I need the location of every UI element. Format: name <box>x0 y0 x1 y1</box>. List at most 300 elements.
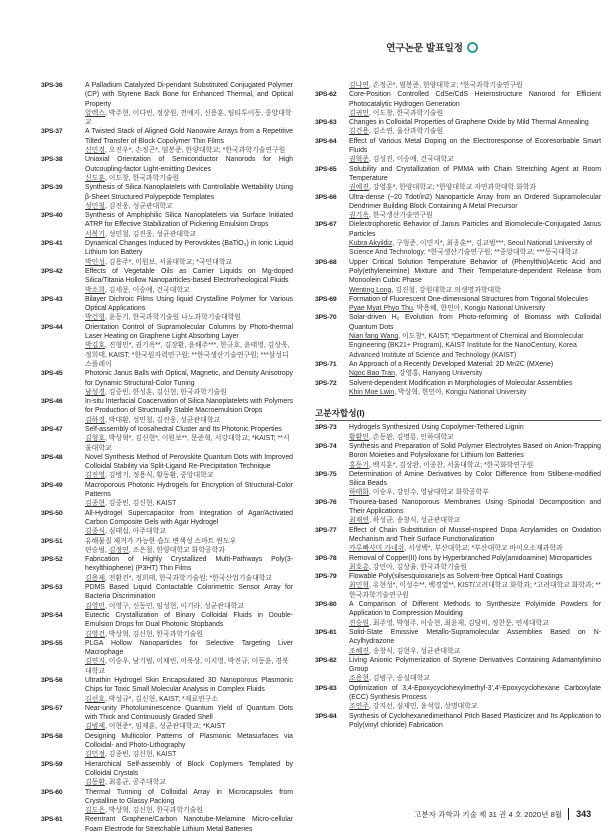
entry-code: 3PS-41 <box>41 240 63 248</box>
program-entry <box>41 481 293 509</box>
program-entry <box>41 267 293 295</box>
presenter: 김하경 <box>85 416 105 424</box>
entry-code: 3PS-54 <box>41 611 63 619</box>
program-entry <box>41 295 293 323</box>
program-entry <box>41 704 293 732</box>
entry-code: 3PS-46 <box>41 398 63 406</box>
entry-title: Uniaxial Orientation of Semiconductor Nanorods for High Outcoupling-factor Light-emitting Devices <box>85 156 293 173</box>
entry-code: 3PS-73 <box>315 424 337 432</box>
presenter: Nian fang Wang <box>349 333 399 341</box>
entry-title: Bilayer Dichroic Films Using liquid Crystalline Polymer for Various Optical Applications <box>85 295 293 313</box>
entry-title: Effect of Chain Substitution of Mussel-inspired Dopa Acrylamides on Oxidation Mechanism and Their Surface Functionalization <box>349 526 601 543</box>
program-entry <box>315 193 601 221</box>
entry-authors <box>85 657 293 676</box>
entry-title: Optimization of 3,4-Epoxycyclohexylmethyl-3',4'-Epoxycyclohexane Carboxylate (ECC) Synthesis Process <box>349 684 601 701</box>
presenter: 신도훈 <box>85 174 105 182</box>
entry-title: PLGA Hollow Nanoparticles for Selective Targeting Liver Macrophage <box>85 639 293 657</box>
program-entry <box>315 220 601 257</box>
program-entry <box>315 165 601 193</box>
authors: , 박상혁*, 김신현*, 이원보**, 문준혁, 서강대학교; *KAIST; **서울대학교 <box>85 435 290 452</box>
entry-authors <box>349 155 601 164</box>
program-entry <box>41 127 293 155</box>
program-entry <box>41 611 293 639</box>
authors: , 윤동기, 한국과학기술원 나노과학기술대학원 <box>104 314 242 322</box>
entry-title: Effects of Vegetable Oils as Carrier Liquids on Mg-doped Silica/Titania Hollow Nanoparticles-based Electrorheological Fluids <box>85 267 293 285</box>
presenter: Wenting Long <box>349 286 392 294</box>
program-entry <box>315 423 601 442</box>
authors: , 김소연, 울산과학기술원 <box>368 128 444 136</box>
program-entry <box>41 323 293 369</box>
entry-code: 3PS-63 <box>315 119 337 127</box>
presenter: 김영민 <box>85 602 105 610</box>
program-entry <box>315 572 601 600</box>
entry-code: 3PS-38 <box>41 156 63 164</box>
presenter: 김용제 <box>85 574 105 582</box>
entry-title: Synthesis and Preparation of Solid Polymer Electrolytes Based on Anion-Trapping Boron Moieties and Polysiloxane for Lithium Ion Batteries <box>349 442 601 460</box>
entry-authors <box>349 127 601 136</box>
entry-authors <box>349 332 601 360</box>
authors: , 박성규*, 김신현, KAIST; *재료연구소 <box>104 695 219 703</box>
presenter: 김선호 <box>85 695 105 703</box>
entry-code: 3PS-75 <box>315 470 337 478</box>
presenter: 서복기 <box>85 230 105 238</box>
entry-title: In-situ Interfacial Coacervation of Silica Nanoplatelets with Polymers for Production of Structrually Stable Macroemulsion Drops <box>85 398 293 415</box>
entry-authors <box>349 211 601 220</box>
section-heading: 고분자합성(I) <box>315 409 601 421</box>
authors: , 하성균, 송창식, 성균관대학교 <box>368 517 461 525</box>
entry-title: 유해물질 제거가 가능한 습도 변색성 스마트 윈도우 <box>85 537 237 545</box>
presenter: 김형호 <box>85 435 105 443</box>
entry-code: 3PS-59 <box>41 760 63 768</box>
entry-code: 3PS-69 <box>315 295 337 303</box>
presenter: 하태화 <box>349 489 369 497</box>
presenter: 카루빠사미 가네쉬 <box>349 545 405 553</box>
right-column <box>315 81 601 730</box>
entry-authors <box>349 563 601 572</box>
program-entry <box>315 295 601 314</box>
entry-authors <box>85 574 293 583</box>
entry-title: Hydrogels Synthesized Using Copolymer-Tethered Lignin <box>349 424 524 432</box>
entry-code: 3PS-77 <box>315 526 337 534</box>
program-entry <box>41 155 293 183</box>
page-number: 343 <box>576 809 592 819</box>
entry-authors <box>349 304 601 313</box>
presenter: 권예진 <box>349 184 369 192</box>
entry-authors <box>85 388 293 397</box>
program-entry <box>315 554 601 573</box>
authors: , 이도창, 한국과학기술원 <box>368 109 444 117</box>
entry-code: 3PS-64 <box>315 137 337 145</box>
presenter: 김정연 <box>108 546 129 554</box>
program-entry <box>41 211 293 239</box>
program-entry <box>315 628 601 656</box>
presenter: 김영건 <box>85 630 105 638</box>
authors: , 서성백*, 부산대학교; *부산대학교 바이오소재과학과 <box>404 545 563 553</box>
entry-code: 3PS-84 <box>315 712 337 720</box>
presenter: 김도은 <box>85 807 105 815</box>
program-entry <box>315 137 601 165</box>
entry-title: Removal of Copper(II) Ions by Hyperbranched Poly(amidoamine) Microparticles <box>349 554 592 562</box>
authors: , 박상혁, 김신현, 한국과학기술원 <box>104 807 203 815</box>
entry-code: 3PS-57 <box>41 704 63 712</box>
authors: , 이승우, 강인수, 영남대학교 화학공학부 <box>368 489 489 497</box>
entry-title: Dielectrophoretic Behavior of Janus Particles and Biomolecule-Conjugated Janus Particles <box>349 221 601 238</box>
entry-title: Flowable Poly(silsesquioxane)s as Solvent-free Optical Hard Coatings <box>349 573 563 581</box>
program-entry <box>315 656 601 684</box>
entry-title: Thermal Tunning of Colloidal Array in Microcapsules from Crystalline to Glassy Packing <box>85 788 293 805</box>
presenter: 김종현 <box>85 500 105 508</box>
authors: , 진형민*, 권기옥**, 김장환, 윤해주***, 한규호, 윤태영, 김상욱, 정희태, KAIST; *한국원자력연구원; **한국생산기술연구원; ***삼성디스플레이 <box>85 342 290 368</box>
entry-authors <box>349 702 601 711</box>
presenter: 최민혁 <box>349 582 369 590</box>
program-entry <box>41 183 293 211</box>
entry-code: 3PS-76 <box>315 498 337 506</box>
presenter: 권혁준 <box>349 156 369 164</box>
entry-code: 3PS-60 <box>41 788 63 796</box>
entry-title: Photonic Janus Balls with Optical, Magnetic, and Density Anisotropy for Dynamic Structural-Color Tuning <box>85 370 293 387</box>
program-entry <box>315 712 601 731</box>
entry-authors <box>349 183 601 192</box>
entry-code: 3PS-67 <box>315 221 337 229</box>
entry-title: A Twisted Stack of Aligned Gold Nanowire Arrays from a Repetitive Tilted Transfer of Block Copolymer Thin Films <box>85 128 293 145</box>
entry-authors <box>85 499 293 508</box>
entry-authors <box>349 433 601 442</box>
entry-code: 3PS-71 <box>315 360 337 368</box>
entry-code: 3PS-72 <box>315 379 337 387</box>
entry-authors <box>349 488 601 497</box>
entry-authors <box>85 313 293 322</box>
authors: , 전환진*, 정희태, 한국과학기술원; *한국산업기술대학교 <box>104 574 273 582</box>
program-entry <box>41 760 293 788</box>
presenter: 김진영 <box>85 472 105 480</box>
entry-title: Living Anionic Polymerization of Styrene Derivatives Containing Adamantylimino Group <box>349 656 601 674</box>
entry-authors <box>85 778 293 787</box>
authors: , 김진웅, 성균관대학교 <box>104 202 173 210</box>
entry-code: 3PS-39 <box>41 184 63 192</box>
entry-authors <box>85 471 293 480</box>
program-entry <box>41 397 293 425</box>
authors: , 구형준, 이민지*, 최종훈**, 김교범***, Seoul National University of Science And Technology; *한국생산기술연구원; **중앙대학교; ***동국대학교 <box>349 240 593 257</box>
program-entry <box>41 239 293 267</box>
presenter: 남성경 <box>85 388 105 396</box>
entry-title: Effect of Various Metal Doping on the Electroresponse of Ecoresorbable Smart Fluids <box>349 137 601 155</box>
entry-code: 3PS-58 <box>41 732 63 740</box>
presenter: 김나연 <box>349 82 369 89</box>
entry-code: 3PS-52 <box>41 556 63 564</box>
entry-code: 3PS-50 <box>41 509 63 517</box>
entry-code: 3PS-62 <box>315 91 337 99</box>
program-entry <box>41 639 293 676</box>
program-entry <box>41 732 293 760</box>
presenter: Ngoc Bao Tran <box>349 370 395 378</box>
authors: , 이도창, 한국과학기술원 <box>104 174 180 182</box>
entry-code: 3PS-49 <box>41 481 63 489</box>
entry-title: Changes in Colloidal Properties of Graphene Oxide by Mild Thermal Annealing <box>349 119 589 127</box>
authors: , 박주현, 이다빈, 정상원, 전예지, 신용훈, 팀티투이동, 중앙대학교 <box>85 109 292 127</box>
entry-authors <box>85 602 293 611</box>
entry-code: 3PS-53 <box>41 584 63 592</box>
entry-code: 3PS-36 <box>41 82 63 89</box>
entry-code: 3PS-78 <box>315 554 337 562</box>
entry-authors <box>85 750 293 759</box>
program-entry <box>315 470 601 498</box>
entry-code: 3PS-44 <box>41 323 63 331</box>
program-entry <box>315 118 601 137</box>
entry-authors <box>349 388 601 397</box>
entry-code: 3PS-61 <box>41 816 63 824</box>
entry-authors <box>349 461 601 470</box>
program-entry <box>41 555 293 583</box>
entry-code: 3PS-74 <box>315 442 337 450</box>
entry-title: Solar-driven H₂ Evolution from Photo-reforming of Biomass with Colloidal Quantum Dots <box>349 314 601 331</box>
entry-code: 3PS-43 <box>41 295 63 303</box>
entry-authors <box>85 416 293 425</box>
entry-title: Macroporous Photonic Hydrogels for Encryption of Structural-Color Patterns <box>85 481 293 499</box>
authors: , 오진우*, 손정곤*, 염봉준, 한양대학교; *한국과학기술연구원 <box>104 147 286 155</box>
entry-code: 3PS-55 <box>41 639 63 647</box>
entry-title: Synthesis of Amphiphilic Silica Nanoplatelets via Surface Initiated ATRP for Effective Stabilization of Pickering Emulsion Drops <box>85 212 293 229</box>
authors: , 유현성*, 이성수**, 백경열**, KIST/고려대학교 화학과; *고려대학교 화학과; **한국과학기술연구원 <box>349 582 601 599</box>
program-entry <box>41 425 293 453</box>
authors: , 심태섭, 아주대학교 <box>104 528 166 536</box>
authors: , 김성진, 이승예, 건국대학교 <box>368 156 454 164</box>
entry-authors <box>85 146 293 155</box>
presenter: 김연지 <box>85 658 105 666</box>
entry-code: 3PS-48 <box>41 453 63 461</box>
program-entry <box>315 442 601 470</box>
program-entry <box>41 583 293 611</box>
entry-authors <box>85 630 293 639</box>
entry-authors <box>85 202 293 211</box>
entry-title: Core-Position Controlled CdSe/CdS Heterostructure Nanorod for Efficient Photocatalytic Hydrogen Generation <box>349 91 601 108</box>
authors: , 김세문, 이승예, 건국대학교 <box>104 286 190 294</box>
program-entry <box>315 684 601 712</box>
presenter: 진승원 <box>349 619 369 627</box>
page-header <box>386 40 478 54</box>
entry-authors <box>85 258 293 267</box>
presenter: 권기옥 <box>349 212 369 220</box>
entry-code: 3PS-37 <box>41 128 63 136</box>
authors: , 김용주*, 이원보, 서울대학교; *국민대학교 <box>104 258 233 266</box>
presenter: 홍동기 <box>349 461 369 469</box>
entry-title: Fabrication of Highly Crystallized Multi-Pathways Poly(3-hexylthiophene) (P3HT) Thin Films <box>85 556 293 573</box>
program-entry <box>41 509 293 537</box>
entry-authors <box>349 516 601 525</box>
entry-code: 3PS-40 <box>41 212 63 220</box>
authors: , 조은철, 한양대학교 화학공학과 <box>128 546 225 554</box>
entry-title: Reentrant Graphene/Carbon Nanotube-Melamine Micro-cellular Foam Electrode for Stretchable Lithium Metal Batteries <box>85 816 293 833</box>
entry-code: 3PS-47 <box>41 425 63 433</box>
authors: , 최주영, 박형주, 이승현, 최윤제, 김담비, 정찬문, 연세대학교 <box>368 619 549 627</box>
authors: , 강민아, 김상율, 한국과학기술원 <box>368 563 467 571</box>
entry-title: Formation of Fluorescent One-dimensional Structures from Trigonal Molecules <box>349 295 588 303</box>
entry-code: 3PS-56 <box>41 677 63 684</box>
program-entry <box>41 369 293 397</box>
entry-title: Novel Synthesis Method of Perovskite Quantum Dots with Improved Colloidal Stability via Split-Ligand Re-Precipitation Technique <box>85 453 293 471</box>
entry-authors <box>85 546 293 555</box>
continued-authors <box>349 81 601 90</box>
presenter: Pyae Myat Phyo Thu <box>349 305 413 313</box>
presenter: 박소희 <box>85 286 105 294</box>
entry-title: Near-unity Photoluminescence Quantum Yield of Quantum Dots with Thick and Continuously Graded Shell <box>85 704 293 722</box>
entry-authors <box>85 286 293 295</box>
authors: , 김중빈, 한성훈, 김신현, 한국과학기술원 <box>104 388 227 396</box>
program-entry <box>41 788 293 816</box>
presenter: 김종식 <box>85 528 105 536</box>
entry-authors <box>349 239 601 258</box>
entry-title: Solvent-dependent Modification in Morphologies of Molecular Assemblies <box>349 379 573 387</box>
entry-code: 3PS-70 <box>315 314 337 322</box>
presenter: 김민정 <box>85 751 105 759</box>
entry-title: Determination of Amine Derivatives by Color Difference from Stilbene-modified Silica Beads <box>349 470 601 488</box>
presenter: Kubra Akyildiz <box>349 240 393 248</box>
presenter: 조연주 <box>349 703 369 711</box>
presenter: 박인성 <box>85 258 105 266</box>
entry-title: Orientation Control of Supramolecular Columns by Photo-thermal Laser Heating on Graphene Light Absorbing Layer <box>85 323 293 341</box>
entry-authors <box>85 434 293 453</box>
presenter: 김동환 <box>85 779 105 787</box>
entry-title: Hierarchical Self-assembly of Block Coplymers Templated by Colloidal Crystals <box>85 760 293 777</box>
authors: , 이현준*, 임재훈, 성균관대학교; *KAIST <box>104 723 226 731</box>
authors: , 이승우, 남기범, 이채빈, 이욱상, 이지영, 박진규, 이동윤, 경북대학교 <box>85 658 289 675</box>
authors: , 송창식, 김현우, 성균관대학교 <box>368 647 461 655</box>
program-entry <box>315 498 601 526</box>
entry-authors <box>85 174 293 183</box>
presenter: 김귀민 <box>349 109 369 117</box>
entry-title: Synthesis of Cyclohexanedimethanol Pitch Based Plasticizer and Its Application to Poly(vinyl chloride) Fabrication <box>349 712 601 729</box>
authors: , 박상혁, 한민아, Kongju National University <box>394 388 527 396</box>
entry-title: Solid-State Emissive Metallo-Supramolecular Assemblies Based on N-Acylhydrazone <box>349 628 601 646</box>
entry-code: 3PS-80 <box>315 601 337 609</box>
authors: , 박대환, 성민철, 김진웅, 성균관대학교 <box>104 416 221 424</box>
entry-code: 3PS-83 <box>315 684 337 692</box>
authors: , 박상혁, 김신현, 한국과학기술원 <box>104 630 203 638</box>
entry-title: Eutectic Crystallization of Binary Colloidal Fluids in Double-Emulsion Drops for Dual Photonic Stopbands <box>85 611 293 629</box>
entry-code: 3PS-51 <box>41 537 63 545</box>
presenter: 조혜진 <box>349 647 369 655</box>
authors: , 김종빈, 김신현, KAIST <box>104 751 177 759</box>
program-entry <box>41 453 293 481</box>
entry-code: 3PS-42 <box>41 267 63 275</box>
entry-code: 3PS-68 <box>315 258 337 266</box>
authors: , 김중빈, 김신현, KAIST <box>104 500 177 508</box>
authors: , 김진철, 강원대학교 의생명과학대학 <box>391 286 501 294</box>
entry-code: 3PS-66 <box>315 193 337 201</box>
entry-authors <box>85 806 293 815</box>
entry-title: Ultra-dense (~20 Tdot/in2) Nanoparticle Array from an Ordered Supramolecular Dendrimer Building Block Containing A Metal Precursor <box>349 193 601 210</box>
entry-title: Dynamical Changes Induced by Perovskites (BaTiO₃) in Ionic Liquid Lithium Ion Battery <box>85 240 293 257</box>
footer-divider <box>568 808 569 820</box>
authors: , 강지선, 심재민, 윤석일, 상명대학교 <box>368 703 478 711</box>
program-entry <box>41 81 293 127</box>
authors: , 최홍균, 공주대학교 <box>104 779 166 787</box>
entry-code: 3PS-81 <box>315 628 337 636</box>
entry-authors <box>85 109 293 128</box>
entry-code: 3PS-79 <box>315 573 337 581</box>
entry-authors <box>349 619 601 628</box>
page-footer <box>414 808 591 820</box>
entry-title: Designing Multicolor Patterns of Plasmonic Metasurfaces via Colloidal- and Photo-Lithography <box>85 732 293 750</box>
presenter: 성민철 <box>85 202 105 210</box>
presenter: 최채연 <box>349 517 369 525</box>
entry-title: A Comparison of Different Methods to Synthesize Polyimide Powders for Application to Compression Moulding <box>349 601 601 618</box>
entry-title: Synthesis of Silica Nanoplatelets with Controllable Wettability Using β-Sheet Structured Polypeptide Templates <box>85 184 293 201</box>
entry-authors <box>349 369 601 378</box>
entry-authors <box>85 695 293 704</box>
authors: , 이영구, 신동인, 임성현, 이기라, 성균관대학교 <box>104 602 244 610</box>
authors: , 성민철, 김진웅, 성균관대학교 <box>104 230 197 238</box>
authors: , 강영훈*, 한양대학교; *한양대학교 자연과학대학 화학과 <box>368 184 537 192</box>
entry-title: Self-assembly of Icosahedral Cluster and Its Photonic Properties <box>85 425 282 433</box>
program-entry <box>315 90 601 118</box>
presenter: 신민경 <box>85 147 105 155</box>
co-author: 편승범, <box>85 546 109 554</box>
entry-authors <box>349 581 601 600</box>
entry-code: 3PS-82 <box>315 656 337 664</box>
presenter: Khin Moe Lwin <box>349 388 395 396</box>
program-entry <box>315 258 601 295</box>
authors: , 이도창*, KAIST; *Department of Chemical and Biomolecular Engineering (BK21+ Program), KAIST Institute for the NanoCentury, Korea Advanced Institute of Science and Technology (KAIST) <box>349 333 584 359</box>
presenter: 황환민 <box>349 433 369 441</box>
presenter: 박건형 <box>85 314 105 322</box>
program-entry <box>41 676 293 704</box>
program-entry <box>315 600 601 628</box>
left-column <box>41 81 293 834</box>
entry-authors <box>349 674 601 683</box>
authors: , 손동완, 김명룡, 인하대학교 <box>368 433 454 441</box>
program-entry <box>315 526 601 554</box>
entry-authors <box>349 286 601 295</box>
presenter: 박김호 <box>85 342 105 350</box>
program-entry <box>315 379 601 398</box>
entry-title: Ultrathin Hydrogel Skin Encapsulated 3D Nanoporous Plasmonic Chips for Toxic Small Molecular Analysis in Complex Fluids <box>85 677 293 694</box>
program-entry <box>41 537 293 556</box>
entry-code: 3PS-65 <box>315 165 337 173</box>
entry-title: An Approach of a Recently Developed Material: 2D Mn2C (MXene) <box>349 360 554 368</box>
presenter: 김건용 <box>349 128 369 136</box>
entry-title: Thiourea-based Nanoporous Membranes Using Spinodal Decomposition and Their Applications <box>349 498 601 516</box>
journal-info: 고분자 과학과 기술 제 31 권 4 호 2020년 8월 <box>414 809 563 819</box>
authors: , 박용혜, 한민아, Kongju National University <box>412 305 546 313</box>
entry-authors <box>349 647 601 656</box>
presenter: 최호총 <box>349 563 369 571</box>
presenter: 알렉스 <box>85 109 105 117</box>
entry-title: PDMS Based Liquid Contactable Colorimetric Sensor Array for Bacteria Discrimination <box>85 584 293 601</box>
entry-authors <box>349 109 601 118</box>
program-entry <box>41 815 293 834</box>
entry-title: All-Hydrogel Supercapacitor from Integration of Agar/Activated Carbon Composite Gels with Agar Hydrogel <box>85 509 293 526</box>
authors: , 김병기, 정용식, 황동환, 중앙대학교 <box>104 472 214 480</box>
header-title: 연구논문 발표일정 <box>386 43 463 54</box>
program-entry <box>315 360 601 379</box>
authors: , 강영홍, Hanyang University <box>394 370 483 378</box>
entry-title: Solubility and Crystallization of PMMA with Chain Stretching Agent at Room Temperature <box>349 165 601 182</box>
entry-authors <box>85 722 293 731</box>
authors: , 손정곤*, 염봉준, 한양대학교; *한국과학기술연구원 <box>368 82 523 89</box>
presenter: 김범제 <box>85 723 105 731</box>
authors: , 백지훈*, 김상완, 이종찬, 서울대학교; *한국화학연구원 <box>368 461 534 469</box>
program-entry <box>315 313 601 359</box>
presenter: 조용현 <box>349 675 369 683</box>
entry-authors <box>349 544 601 553</box>
authors: , 김범구, 숭실대학교 <box>368 675 430 683</box>
entry-title: Upper Critical Solution Temperature Behavior of (Phenylthio)Acetic Acid and Poly(ethyleneimine) Mixture and Their Temperature-dependent Release from Monoolein Cubic Phase <box>349 258 601 285</box>
entry-authors <box>85 527 293 536</box>
authors: , 한국생산기술연구원 <box>368 212 433 220</box>
entry-authors <box>85 230 293 239</box>
entry-authors <box>85 341 293 369</box>
ring-icon <box>467 42 478 53</box>
